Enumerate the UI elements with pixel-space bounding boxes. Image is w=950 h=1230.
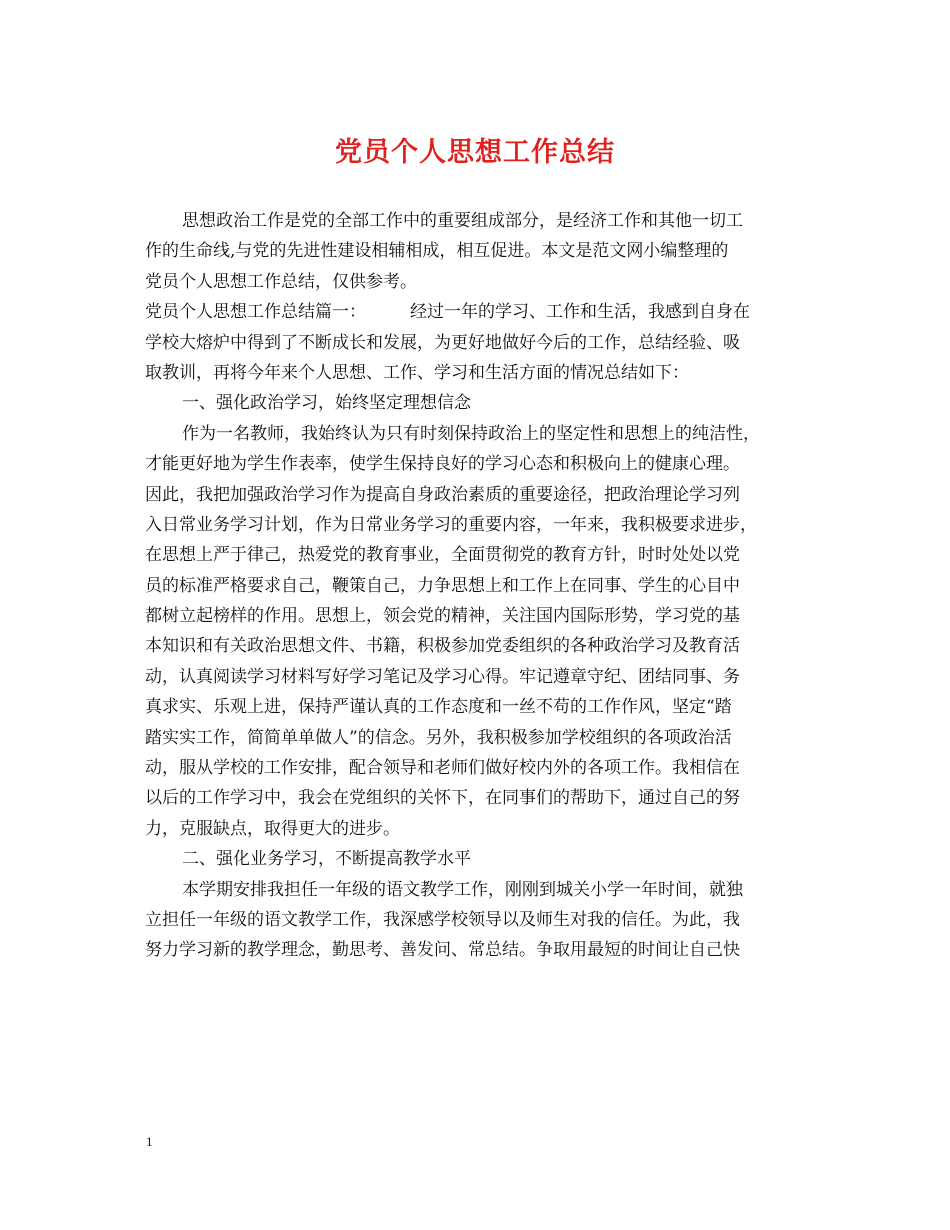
body-line: 员的标准严格要求自己，鞭策自己，力争思想上和工作上在同事、学生的心目中 — [145, 575, 740, 596]
section-heading-line — [145, 297, 810, 327]
section-text: 经过一年的学习、工作和生活，我感到自身在 — [410, 302, 750, 323]
body-line: 取教训，再将今年来个人思想、工作、学习和生活方面的情况总结如下： — [145, 362, 689, 383]
document-title: 党员个人思想工作总结 — [335, 137, 615, 168]
body-line: 踏实实工作，简简单单做人”的信念。另外，我积极参加学校组织的各项政治活 — [145, 727, 732, 748]
body-line: 动，认真阅读学习材料写好学习笔记及学习心得。牢记遵章守纪、团结同事、务 — [145, 666, 740, 687]
body-line: 都树立起榜样的作用。思想上，领会党的精神，关注国内国际形势，学习党的基 — [145, 606, 740, 627]
body-line: 本学期安排我担任一年级的语文教学工作，刚刚到城关小学一年时间，就独 — [182, 879, 743, 900]
body-line: 真求实、乐观上进，保持严谨认真的工作态度和一丝不苟的工作作风，坚定“踏 — [145, 697, 732, 718]
body-line: 本知识和有关政治思想文件、书籍，积极参加党委组织的各种政治学习及教育活 — [145, 636, 740, 657]
body-line: 以后的工作学习中，我会在党组织的关怀下，在同事们的帮助下，通过自己的努 — [145, 788, 740, 809]
body-line: 动，服从学校的工作安排，配合领导和老师们做好校内外的各项工作。我相信在 — [145, 758, 740, 779]
body-line: 因此，我把加强政治学习作为提高自身政治素质的重要途径，把政治理论学习列 — [145, 484, 740, 505]
body-line: 力，克服缺点，取得更大的进步。 — [145, 818, 400, 839]
body-line: 入日常业务学习计划，作为日常业务学习的重要内容，一年来，我积极要求进步， — [145, 514, 757, 535]
body-line: 努力学习新的教学理念，勤思考、善发问、常总结。争取用最短的时间让自己快 — [145, 940, 740, 961]
document-body — [145, 206, 810, 966]
body-line: 立担任一年级的语文教学工作，我深感学校领导以及师生对我的信任。为此，我 — [145, 909, 740, 930]
page-number: 1 — [146, 1134, 153, 1149]
subheading: 二、强化业务学习，不断提高教学水平 — [182, 849, 471, 870]
body-line: 才能更好地为学生作表率，使学生保持良好的学习心态和积极向上的健康心理。 — [145, 454, 740, 475]
body-line: 在思想上严于律己，热爱党的教育事业，全面贯彻党的教育方针，时时处处以党 — [145, 545, 740, 566]
section-label: 党员个人思想工作总结篇一： — [145, 302, 366, 323]
body-line: 学校大熔炉中得到了不断成长和发展，为更好地做好今后的工作，总结经验、吸 — [145, 332, 740, 353]
body-line: 作为一名教师，我始终认为只有时刻保持政治上的坚定性和思想上的纯洁性， — [182, 423, 760, 444]
subheading: 一、强化政治学习，始终坚定理想信念 — [182, 393, 471, 414]
body-line: 思想政治工作是党的全部工作中的重要组成部分，是经济工作和其他一切工 — [182, 211, 743, 231]
body-line: 党员个人思想工作总结，仅供参考。 — [145, 271, 417, 292]
body-line: 作的生命线,与党的先进性建设相辅相成，相互促进。本文是范文网小编整理的 — [145, 241, 729, 262]
